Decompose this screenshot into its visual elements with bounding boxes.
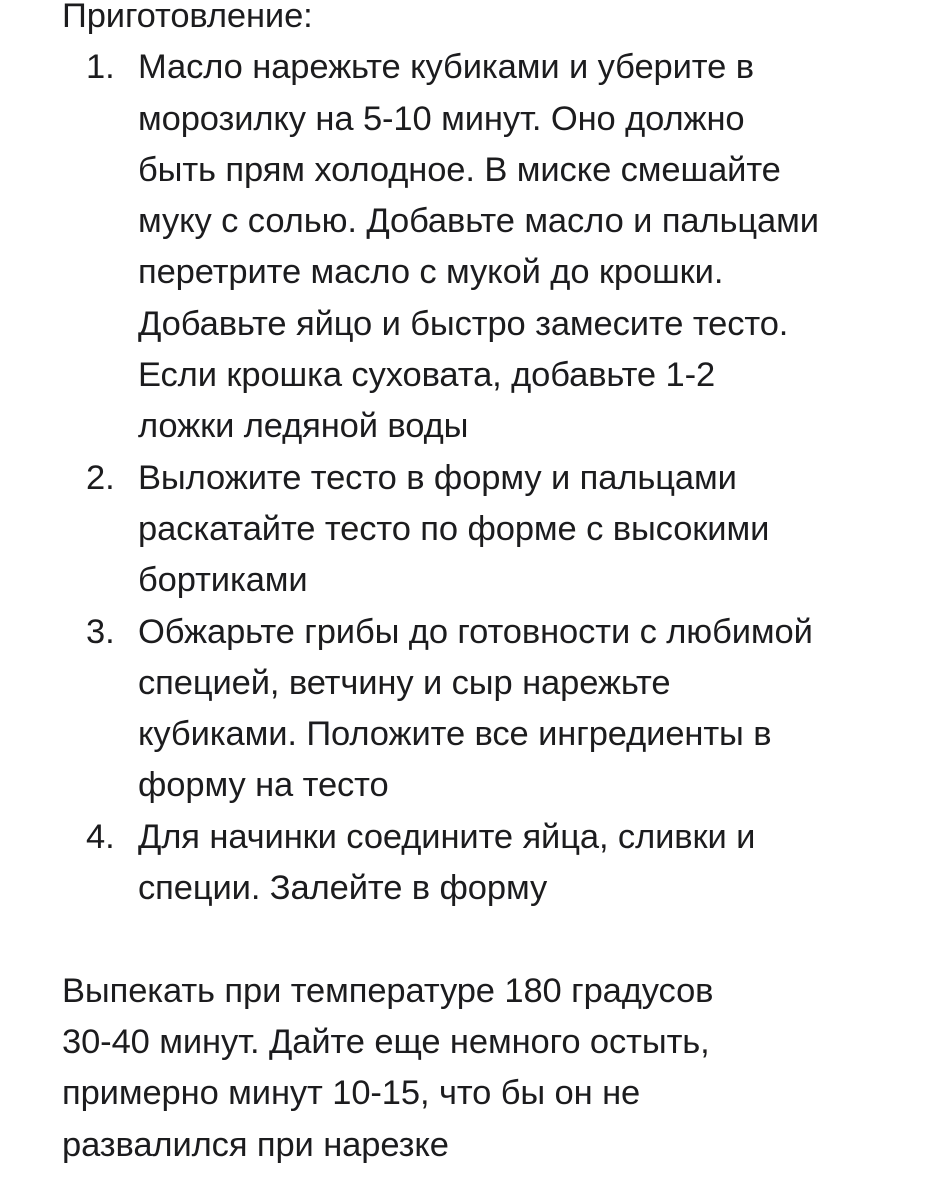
step-number: 1. (86, 48, 115, 87)
paragraph-line: примерно минут 10-15, что бы он не (62, 1074, 641, 1113)
step-line: перетрите масло с мукой до крошки. (138, 253, 724, 292)
step-number: 2. (86, 458, 115, 497)
recipe-document (62, 0, 922, 1171)
step-line: кубиками. Положите все ингредиенты в (138, 715, 772, 754)
paragraph-line: 30-40 минут. Дайте еще немного остыть, (62, 1022, 710, 1061)
step-line: бортиками (138, 561, 308, 600)
step-line: форму на тесто (138, 766, 389, 805)
step-line: Масло нарежьте кубиками и уберите в (138, 48, 754, 87)
step-line: Обжарьте грибы до готовности с любимой (138, 612, 813, 651)
step-line: морозилку на 5-10 минут. Оно должно (138, 99, 745, 138)
paragraph-line: Выпекать при температуре 180 градусов (62, 971, 714, 1010)
step-number: 4. (86, 817, 115, 856)
step-line: специей, ветчину и сыр нарежьте (138, 663, 671, 702)
list-item (62, 453, 922, 607)
step-line: раскатайте тесто по форме с высокими (138, 509, 770, 548)
step-number: 3. (86, 612, 115, 651)
list-item (62, 42, 922, 452)
section-heading: Приготовление: (62, 0, 313, 35)
baking-paragraph (62, 966, 922, 1171)
step-line: специи. Залейте в форму (138, 869, 548, 908)
paragraph-spacer (62, 914, 922, 965)
step-line: муку с солью. Добавьте масло и пальцами (138, 202, 819, 241)
steps-list (62, 42, 922, 914)
step-line: Для начинки соедините яйца, сливки и (138, 817, 756, 856)
step-line: Если крошка суховата, добавьте 1-2 (138, 356, 716, 395)
step-line: быть прям холодное. В миске смешайте (138, 150, 781, 189)
paragraph-line: развалился при нарезке (62, 1125, 449, 1164)
step-line: Добавьте яйцо и быстро замесите тесто. (138, 304, 789, 343)
list-item (62, 812, 922, 915)
list-item (62, 607, 922, 812)
step-line: Выложите тесто в форму и пальцами (138, 458, 737, 497)
step-line: ложки ледяной воды (138, 407, 469, 446)
